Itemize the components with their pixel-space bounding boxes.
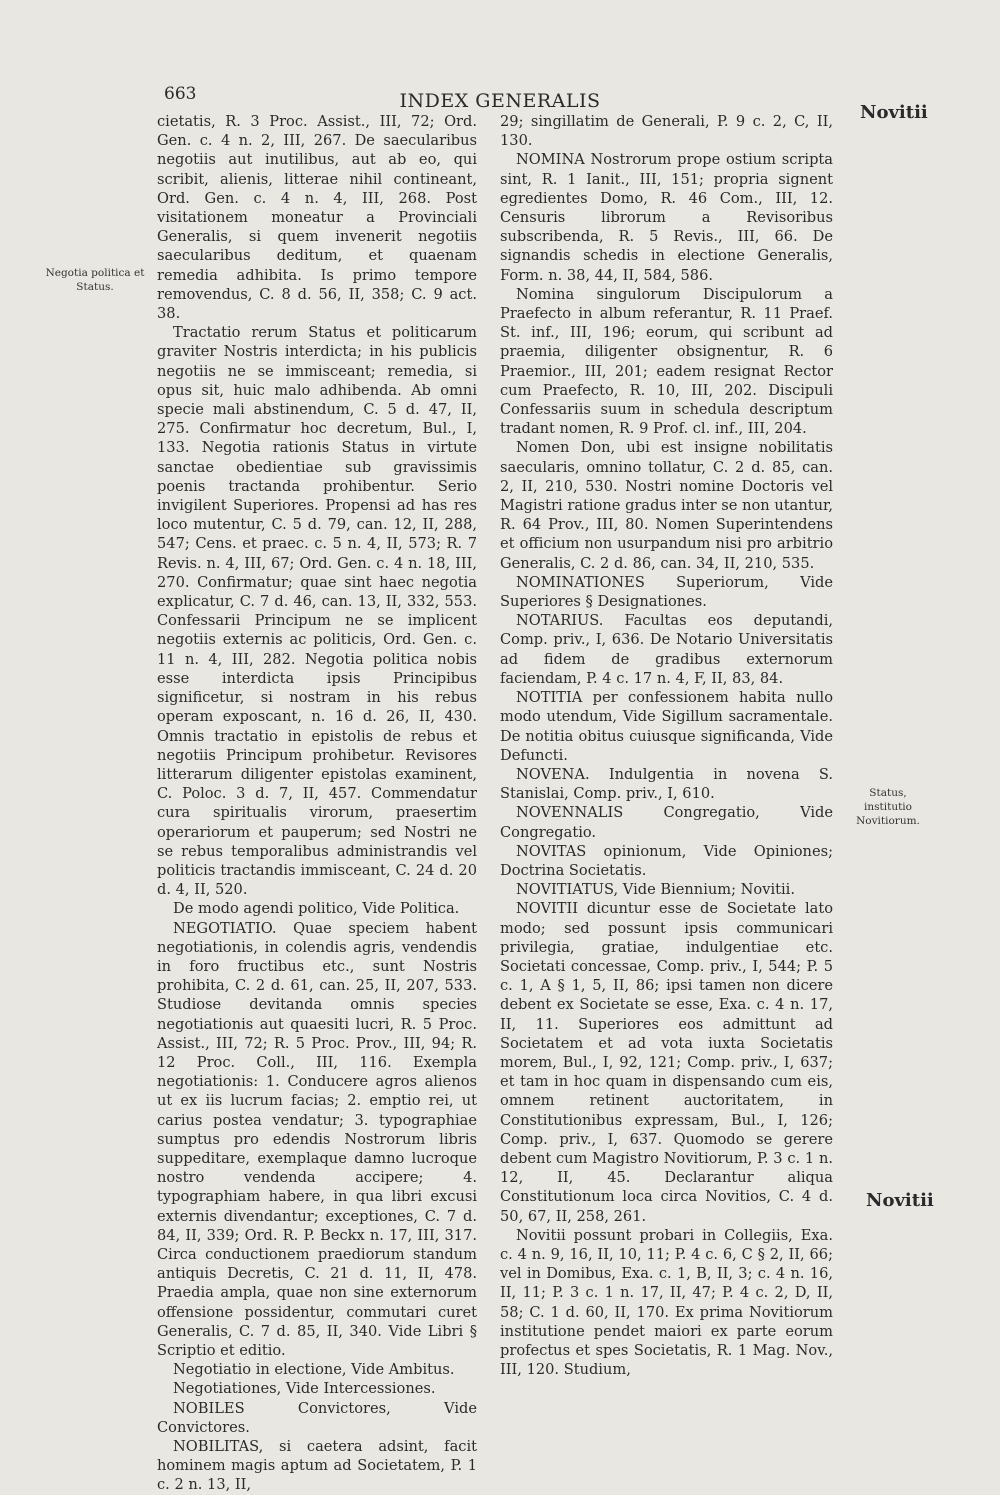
entry-paragraph: 29; singillatim de Generali, P. 9 c. 2, C, II, 130. [500, 113, 833, 150]
catchword-top: Novitii [860, 102, 928, 123]
entry-paragraph: NEGOTIATIO. Quae speciem habent negotiationis, in colendis agris, vendendis in foro fructibus etc., sunt Nostris prohibita, C. 2 d. 61, can. 25, II, 207, 533. Studiose devitanda omnis species negotiationis aut quaesiti lucri, R. 5 Proc. Assist., III, 72; R. 5 Proc. Prov., III, 94; R. 12 Proc. Coll., III, 116. Exempla negotiationis: 1. Conducere agros alienos ut ex iis lucrum facias; 2. emptio rei, ut carius postea vendatur; 3. typographiae sumptus pro edendis Nostrorum libris suppeditare, exemplaque damno lucroque nostro vendenda accipere; 4. typographiam habere, in qua libri excusi externis divendantur; exceptiones, C. 7 d. 84, II, 339; Ord. R. P. Beckx n. 17, III, 317. Circa conductionem praediorum standum antiquis Decretis, C. 21 d. 11, II, 478. Praedia ampla, quae non sine externorum offensione possidentur, commutari curet Generalis, C. 7 d. 85, II, 340. Vide Libri § Scriptio et editio. [157, 919, 477, 1359]
entry-paragraph: NOVITII dicuntur esse de Societate lato modo; sed possunt ipsis communicari privilegia, gratiae, indulgentiae etc. Societati concessae, Comp. priv., I, 544; P. 5 c. 1, A § 1, 5, II, 86; ipsi tamen non dicere debent ex Societate se esse, Exa. c. 4 n. 17, II, 11. Superiores eos admittunt ad Societatem et ad vota iuxta Societatis morem, Bul., I, 92, 121; Comp. priv., I, 637; et tam in hoc quam in dispensando cum eis, omnem retinent auctoritatem, in Constitutionibus expressam, Bul., I, 126; Comp. priv., I, 637. Quomodo se gerere debent cum Magistro Novitiorum, P. 3 c. 1 n. 12, II, 45. Declarantur aliqua Constitutionum loca circa Novitios, C. 4 d. 50, 67, II, 258, 261. [500, 900, 833, 1225]
entry-paragraph: Nomina singulorum Discipulorum a Praefecto in album referantur, R. 11 Praef. St. inf., III, 196; eorum, qui scribunt ad praemia, diligenter obsignentur, R. 6 Praemior., III, 201; eadem resignat Rector cum Praefecto, R. 10, III, 202. Discipuli Confessariis suum in schedula descriptum tradant nomen, R. 9 Prof. cl. inf., III, 204. [500, 285, 833, 438]
entry-paragraph: NOTARIUS. Facultas eos deputandi, Comp. priv., I, 636. De Notario Universitatis ad fidem de gradibus externorum faciendam, P. 4 c. 17 n. 4, F, II, 83, 84. [500, 612, 833, 687]
entry-paragraph: De modo agendi politico, Vide Politica. [173, 900, 460, 918]
running-title: INDEX GENERALIS [399, 90, 601, 112]
entry-paragraph: NOMINATIONES Superiorum, Vide Superiores § Designationes. [500, 573, 833, 611]
margin-note-right: Status, institutio Novitiorum. [856, 787, 920, 827]
entry-paragraph: NOMINA Nostrorum prope ostium scripta sint, R. 1 Ianit., III, 151; propria signent egredientes Domo, R. 46 Com., III, 12. Censuris librorum a Revisoribus subscribenda, R. 5 Revis., III, 66. De signandis schedis in electione Generalis, Form. n. 38, 44, II, 584, 586. [500, 151, 833, 284]
entry-paragraph: NOVITIATUS, Vide Biennium; Novitii. [516, 881, 795, 899]
entry-paragraph: NOVENA. Indulgentia in novena S. Stanislai, Comp. priv., I, 610. [500, 765, 833, 803]
right-column [500, 112, 833, 1379]
entry-paragraph: NOBILITAS, si caetera adsint, facit hominem magis aptum ad Societatem, P. 1 c. 2 n. 13, II, [157, 1438, 477, 1494]
entry-paragraph: NOBILES Convictores, Vide Convictores. [157, 1399, 477, 1436]
left-column [157, 112, 477, 1495]
entry-paragraph: Novitii possunt probari in Collegiis, Exa. c. 4 n. 9, 16, II, 10, 11; P. 4 c. 6, C § 2, II, 66; vel in Domibus, Exa. c. 1, B, II, 3; c. 4 n. 16, II, 11; P. 3 c. 1 n. 17, II, 47; P. 4 c. 2, D, II, 58; C. 1 d. 60, II, 170. Ex prima Novitiorum institutione pendet maiori ex parte eorum profectus et spes Societatis, R. 1 Mag. Nov., III, 120. Studium, [500, 1226, 833, 1379]
page-number: 663 [164, 84, 197, 104]
entry-paragraph: NOVENNALIS Congregatio, Vide Congregatio. [500, 804, 833, 841]
entry-paragraph: cietatis, R. 3 Proc. Assist., III, 72; Ord. Gen. c. 4 n. 2, III, 267. De saecularibus negotiis aut inutilibus, aut ab eo, qui scribit, alienis, litterae nihil contineant, Ord. Gen. c. 4 n. 4, III, 268. Post visitationem moneatur a Provinciali Generalis, si quem invenerit negotiis saecularibus deditum, et quaenam remedia adhibita. Is primo tempore removendus, C. 8 d. 56, II, 358; C. 9 act. 38. [157, 113, 477, 323]
entry-paragraph: Nomen Don, ubi est insigne nobilitatis saecularis, omnino tollatur, C. 2 d. 85, can. 2, II, 210, 530. Nostri nomine Doctoris vel Magistri ratione gradus inter se non utantur, R. 64 Prov., III, 80. Nomen Superintendens et officium non usurpandum nisi pro arbitrio Generalis, C. 2 d. 86, can. 34, II, 210, 535. [500, 439, 833, 572]
margin-note-left: Negotia politica et Status. [45, 267, 145, 293]
entry-paragraph: NOVITAS opinionum, Vide Opiniones; Doctrina Societatis. [500, 842, 833, 879]
entry-paragraph: Tractatio rerum Status et politicarum graviter Nostris interdicta; in his publicis negotiis ne se immisceant; remedia, si opus sit, huic malo adhibenda. Ab omni specie mali abstinendum, C. 5 d. 47, II, 275. Confirmatur hoc decretum, Bul., I, 133. Negotia rationis Status in virtute sanctae obedientiae sub gravissimis poenis tractanda prohibentur. Serio invigilent Superiores. Propensi ad has res loco mutentur, C. 5 d. 79, can. 12, II, 288, 547; Cens. et praec. c. 5 n. 4, II, 573; R. 7 Revis. n. 4, III, 67; Ord. Gen. c. 4 n. 18, III, 270. Confirmatur; quae sint haec negotia explicatur, C. 7 d. 46, can. 13, II, 332, 553. Confessarii Principum ne se implicent negotiis externis ac politicis, Ord. Gen. c. 11 n. 4, III, 282. Negotia politica nobis esse interdicta ipsis Principibus significetur, si nostram in his rebus operam exposcant, n. 16 d. 26, II, 430. Omnis tractatio in epistolis de rebus et negotiis Principum prohibetur. Revisores litterarum diligenter epistolas examinent, C. Poloc. 3 d. 7, II, 457. Commendatur cura spiritualis virorum, praesertim operariorum et pauperum; sed Nostri ne se rebus temporalibus administrandis vel politicis tractandis immisceant, C. 24 d. 20 d. 4, II, 520. [157, 324, 477, 899]
catchword-bottom: Novitii [866, 1190, 934, 1211]
entry-paragraph: Negotiationes, Vide Intercessiones. [173, 1380, 436, 1398]
entry-paragraph: Negotiatio in electione, Vide Ambitus. [173, 1361, 455, 1379]
entry-paragraph: NOTITIA per confessionem habita nullo modo utendum, Vide Sigillum sacramentale. De notitia obitus cuiusque significanda, Vide Defuncti. [500, 689, 833, 764]
